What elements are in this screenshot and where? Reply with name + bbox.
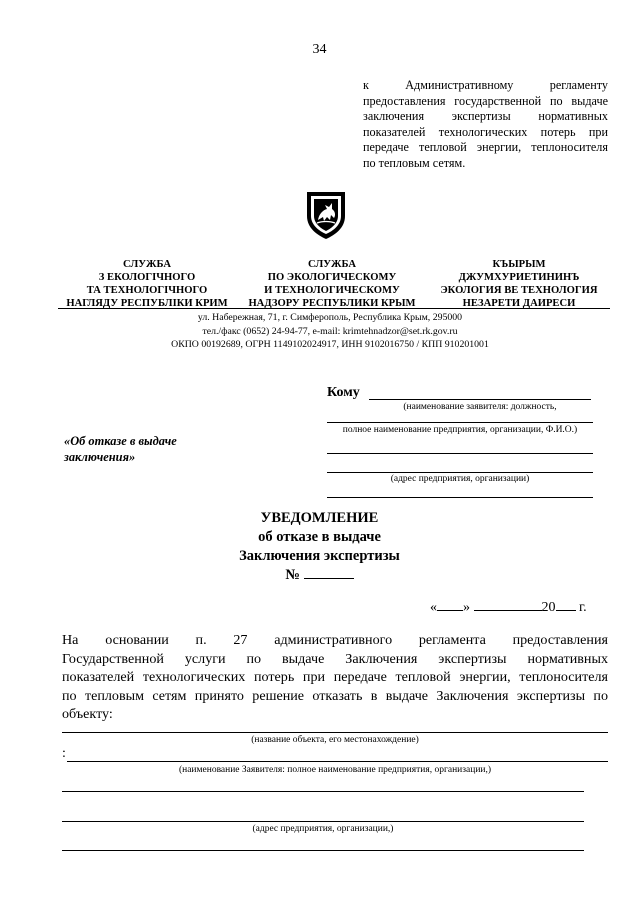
day-field[interactable]: [437, 597, 463, 611]
year-prefix: 20: [541, 600, 556, 615]
applicant-field[interactable]: [67, 761, 608, 762]
org-line: И ТЕХНОЛОГИЧЕСКОМУ: [264, 285, 400, 296]
year-suffix: г.: [579, 600, 587, 615]
org-name-russian: [243, 258, 421, 310]
appendix-line: заключения экспертизы нормативных: [363, 109, 608, 123]
org-line: НАДЗОРУ РЕСПУБЛИКИ КРЫМ: [248, 298, 416, 309]
recipient-field[interactable]: [327, 453, 593, 454]
notice-title: УВЕДОМЛЕНИЕ: [260, 510, 379, 526]
recipient-field[interactable]: [327, 497, 593, 498]
org-line: ЭКОЛОГИЯ ВЕ ТЕХНОЛОГИЯ: [440, 285, 598, 296]
crimea-emblem-icon: [305, 190, 347, 240]
org-name-ukrainian: [58, 258, 236, 310]
colon-mark: :: [62, 746, 66, 761]
org-line: ПО ЭКОЛОГИЧЕСКОМУ: [267, 272, 397, 283]
recipient-caption: полное наименование предприятия, организации, Ф.И.О.): [342, 425, 578, 435]
number-field[interactable]: [304, 566, 354, 579]
address-caption: (адрес предприятия, организации,): [252, 824, 394, 834]
number-label: №: [285, 567, 300, 583]
registry-codes-line: ОКПО 00192689, ОГРН 1149102024917, ИНН 9102016750 / КПП 910201001: [171, 339, 489, 350]
phone-email-line: тел./факс (0652) 24-94-77, e-mail: krimtehnadzor@set.rk.gov.ru: [202, 325, 458, 337]
refusal-note: [64, 433, 177, 465]
body-line: по тепловым сетям принято решение отказать в выдаче Заключения экспертизы по: [62, 687, 608, 704]
object-caption: (название объекта, его местонахождение): [251, 735, 419, 745]
notice-number: [0, 566, 639, 585]
org-line: ДЖУМХУРИЕТИНИНЪ: [458, 272, 580, 283]
applicant-caption: (наименование Заявителя: полное наименование предприятия, организации,): [178, 765, 492, 775]
address-field[interactable]: [62, 821, 584, 822]
body-line: На основании п. 27 административного регламента предоставления: [62, 632, 608, 648]
body-line: показателей технологических потерь при передаче тепловой энергии, теплоносителя: [62, 669, 608, 686]
org-line: НЕЗАРЕТИ ДАИРЕСИ: [462, 298, 576, 309]
recipient-address-caption: (адрес предприятия, организации): [390, 474, 530, 484]
org-name-crimean-tatar: [428, 258, 610, 310]
date-quote: «: [430, 600, 437, 615]
org-line: СЛУЖБА: [307, 259, 357, 270]
body-line: объекту:: [62, 706, 113, 723]
contact-details: [100, 311, 560, 352]
year-field[interactable]: [556, 597, 576, 611]
notice-subtitle: об отказе в выдаче: [258, 529, 381, 545]
org-line: СЛУЖБА: [122, 259, 172, 270]
applicant-field-continued[interactable]: [62, 791, 584, 792]
recipient-address-field[interactable]: [327, 472, 593, 473]
org-line: КЪЫРЫМ: [492, 259, 546, 270]
recipient-caption: (наименование заявителя: должность,: [403, 402, 557, 412]
date-line: [430, 597, 587, 616]
org-line: ТА ТЕХНОЛОГІЧНОГО: [86, 285, 208, 296]
refusal-note-line: «Об отказе в выдаче: [64, 434, 177, 448]
body-line: Государственной услуги по выдаче Заключения экспертизы нормативных: [62, 650, 608, 667]
refusal-note-line: заключения»: [64, 450, 136, 464]
appendix-line: по тепловым сетям.: [363, 155, 466, 170]
appendix-line: передаче тепловой энергии, теплоносителя: [363, 140, 608, 154]
recipient-field[interactable]: [369, 399, 591, 400]
appendix-line: показателей технологических потерь при: [363, 124, 608, 139]
header-divider: [58, 308, 610, 309]
recipient-label: Кому: [327, 385, 360, 400]
org-line: НАГЛЯДУ РЕСПУБЛІКИ КРИМ: [66, 298, 228, 309]
appendix-reference: [363, 78, 608, 171]
notice-body: [62, 631, 608, 724]
address-line: ул. Набережная, 71, г. Симферополь, Республика Крым, 295000: [197, 312, 463, 323]
appendix-line: к Административному регламенту: [363, 78, 608, 92]
object-field[interactable]: [62, 732, 608, 733]
notice-title-block: [0, 509, 639, 585]
page-number: 34: [312, 42, 327, 57]
date-quote: »: [463, 600, 470, 615]
address-field-continued[interactable]: [62, 850, 584, 851]
month-field[interactable]: [474, 597, 542, 611]
notice-subtitle: Заключения экспертизы: [239, 548, 400, 564]
recipient-field[interactable]: [327, 422, 593, 423]
org-line: З ЕКОЛОГІЧНОГО: [98, 272, 196, 283]
appendix-line: предоставления государственной по выдаче: [363, 93, 608, 108]
